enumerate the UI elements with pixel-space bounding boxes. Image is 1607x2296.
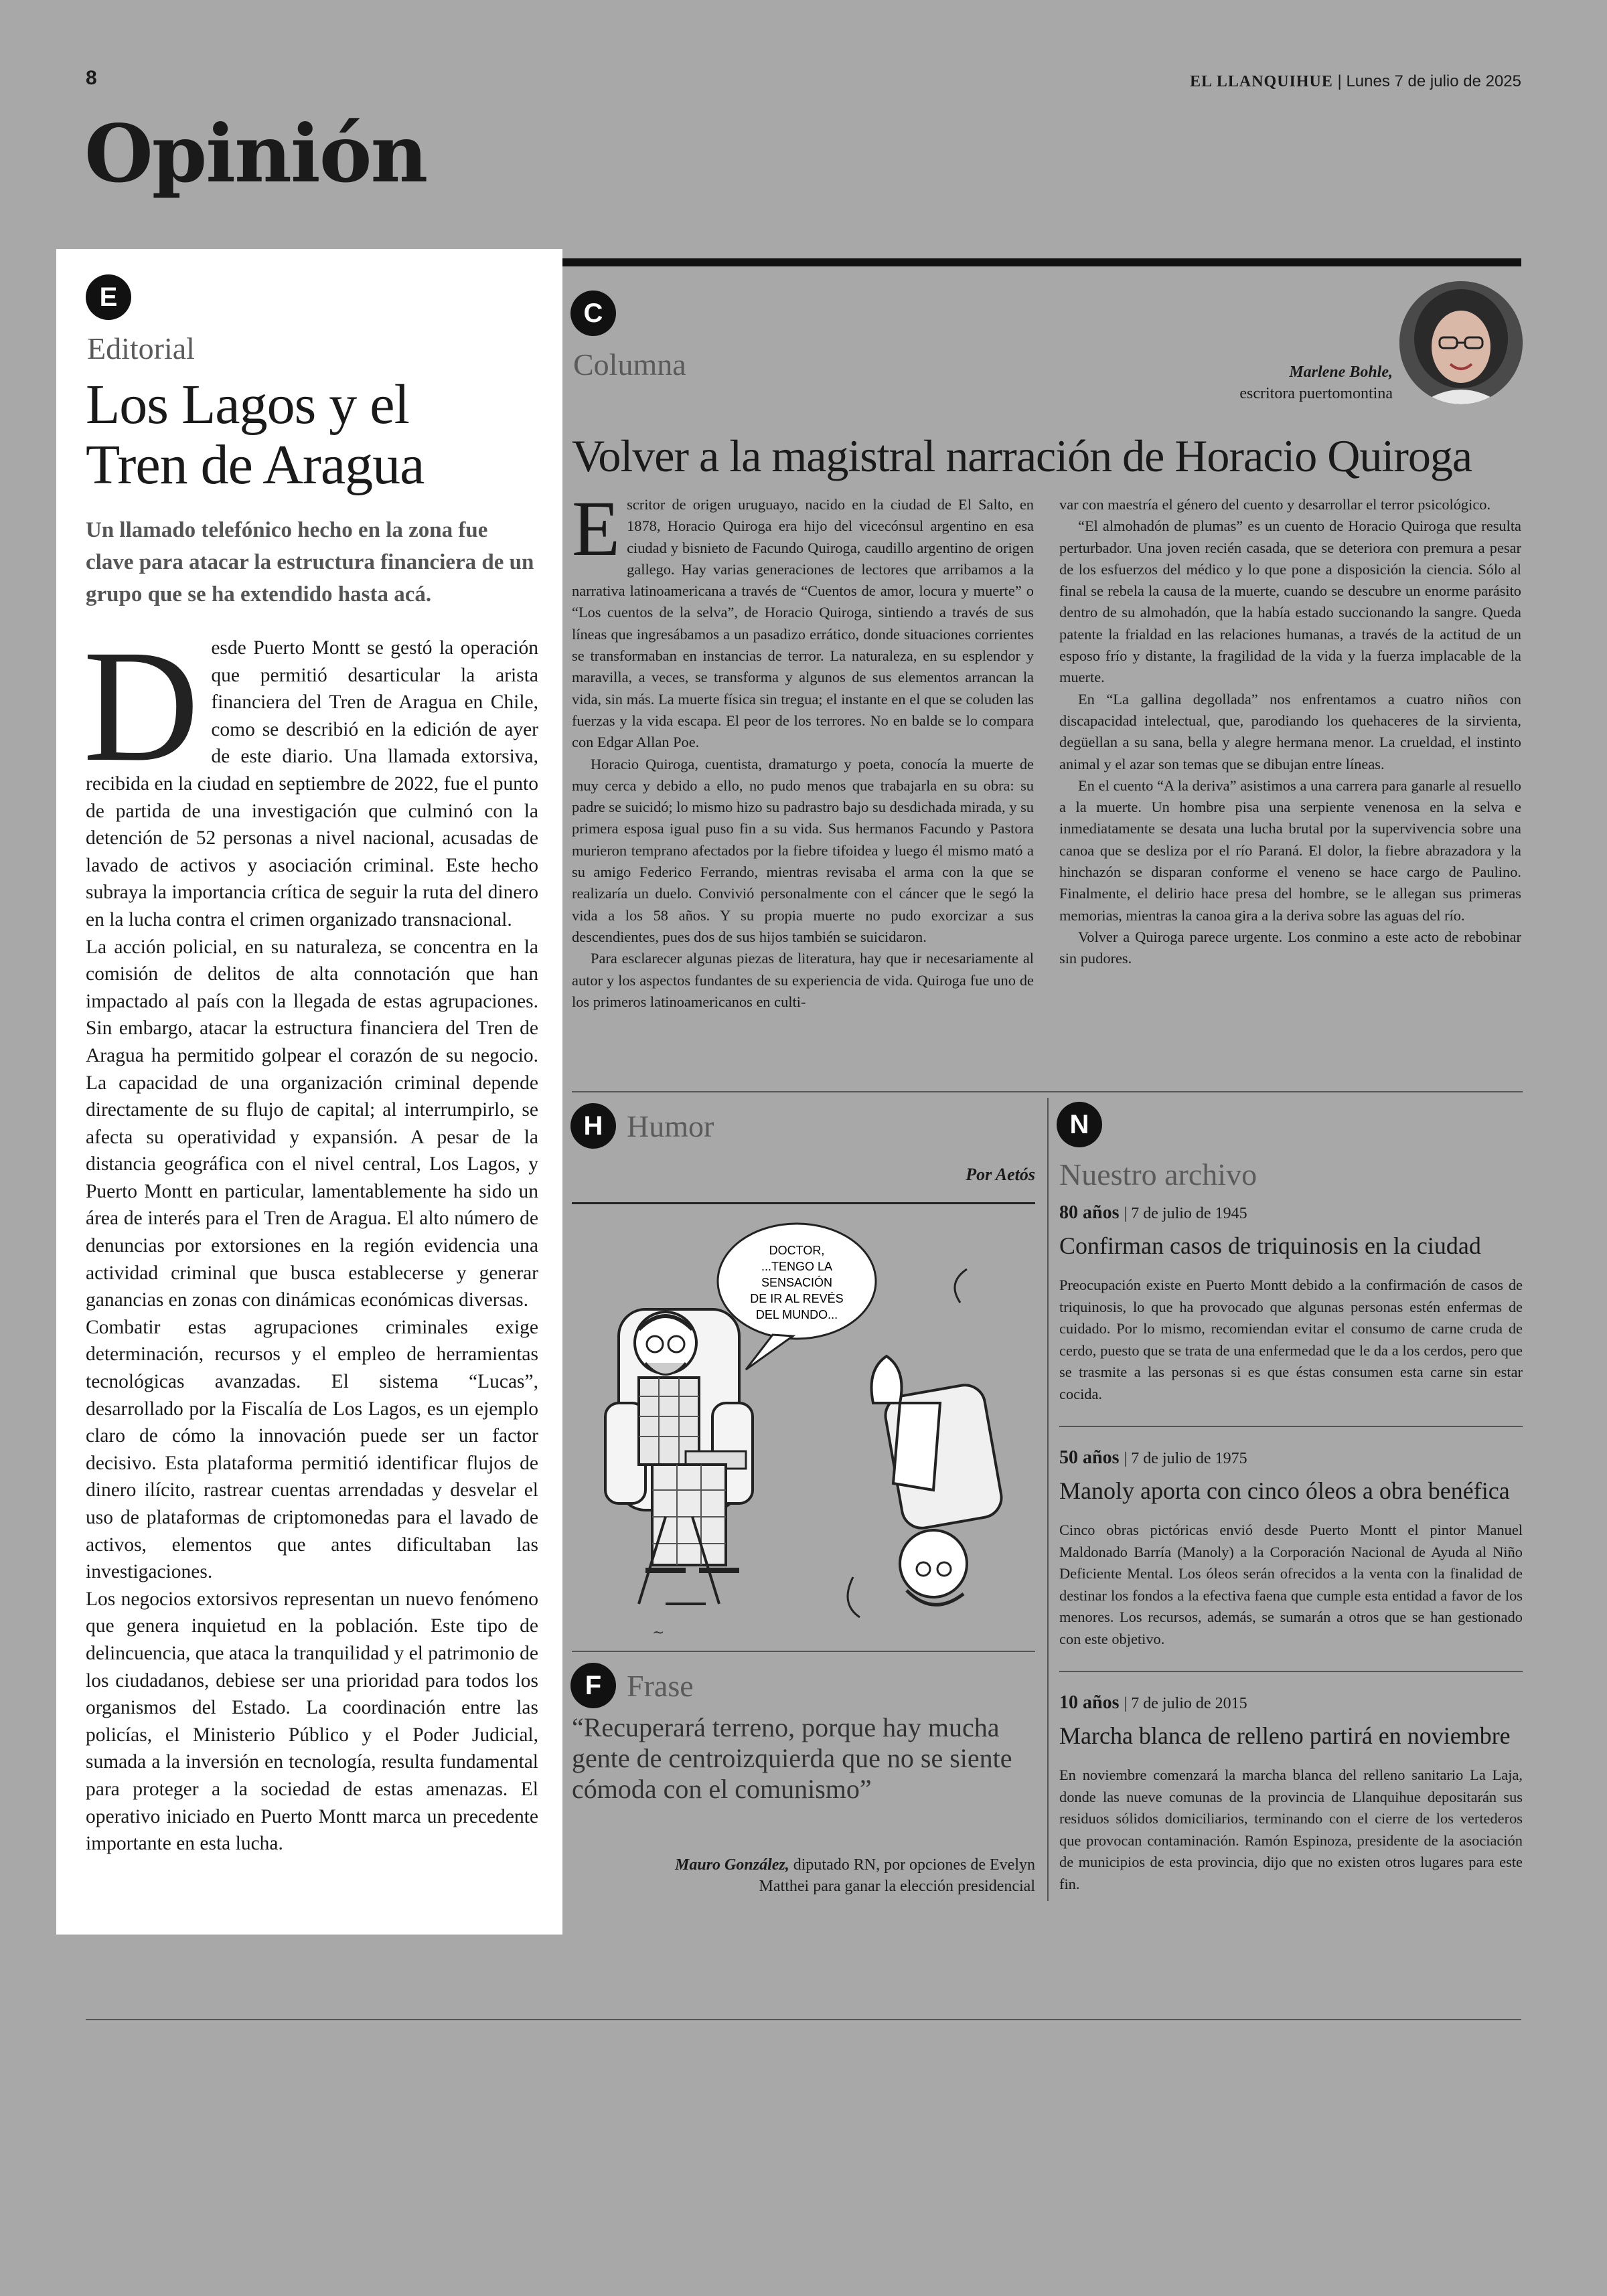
column-author: [1239, 361, 1393, 404]
column-paragraph: Horacio Quiroga, cuentista, dramaturgo y poeta, conocía la muerte de muy cerca y debido a ello, no pudo menos que trabajarla en su obra: su padre se suicidó; lo mismo hizo su padrastro bajo su desdichada mirada, y su primera esposa igual puso fin a su vida. Sus hermanos Facundo y Pastora murieron temprano afectados por la fiebre tifoidea y luego él mismo mató a su amigo Federico Ferrando, mientras revisaba el arma con la que se realizaría un duelo. Convivió personalmente con el cáncer que le segó la vida a los 58 años. Y su propia muerte no pudo exorcizar a sus descendientes, pues dos de sus hijos también se suicidaron.: [572, 755, 1034, 945]
column-text-col1: [572, 485, 1034, 1013]
column-paragraph: Para esclarecer algunas piezas de literatura, hay que ir necesariamente al autor y los aspectos fundantes de su experiencia de vida. Quiroga fue uno de los primeros latinoamericanos en culti-: [572, 950, 1034, 1010]
column-divider: [1047, 1098, 1049, 1901]
archivo-years-line: [1059, 1447, 1523, 1469]
masthead-date: | Lunes 7 de julio de 2025: [1337, 72, 1521, 90]
frase-author: Mauro González,: [675, 1856, 789, 1874]
column-author-name: Marlene Bohle,: [1289, 363, 1393, 381]
editorial-dropcap: D: [83, 617, 200, 795]
column-kicker: Columna: [573, 347, 686, 382]
archivo-rule: [1059, 1671, 1523, 1672]
archivo-title: Marcha blanca de relleno partirá en noviembre: [1059, 1722, 1511, 1749]
archivo-title: Confirman casos de triquinosis en la ciudad: [1059, 1232, 1481, 1259]
column-paragraph: En “La gallina degollada” nos enfrentamos a cuatro niños con discapacidad intelectual, que, parodiando los quehaceres de la sirvienta, degüellan a su sana, bella y alegre hermana menor. La crueldad, el instinto animal y el azar son temas que se dibujan entre líneas.: [1059, 690, 1521, 772]
archivo-title: Manoly aporta con cinco óleos a obra benéfica: [1059, 1477, 1510, 1504]
archivo-date: | 7 de julio de 1975: [1124, 1450, 1247, 1467]
frase-attr-rest: diputado RN, por opciones de Evelyn: [789, 1856, 1035, 1874]
column-bottom-rule: [572, 1091, 1523, 1092]
archivo-body: Preocupación existe en Puerto Montt debido a la confirmación de casos de triquinosis, lo que ha provocado que algunas personas estén enfermas de cuidado. Por lo mismo, recomiendan evitar el consumo de carne cruda de cerdo, puesto que se trata de una enfermedad que le da a los cerdos, pero que se trasmite a las personas si es que éstas consumen esta carne sin estar cocida.: [1059, 1277, 1523, 1402]
archivo-item: [1059, 1692, 1523, 1895]
editorial-paragraph: Los negocios extorsivos representan un nuevo fenómeno que genera inquietud en la población. Este tipo de delincuencia, que ataca la tranquilidad y el patrimonio de los ciudadanos, debiese ser una prioridad para todos los organismos del Estado. La coordinación entre las policías, el Ministerio Público y el Poder Judicial, sumada a la inversión en tecnología, resulta fundamental para proteger a la sociedad de estas amenazas. El operativo iniciado en Puerto Montt marca un precedente importante en esta lucha.: [86, 1588, 538, 1855]
archivo-date: | 7 de julio de 2015: [1124, 1695, 1247, 1712]
masthead: [1190, 72, 1521, 91]
humor-kicker: Humor: [627, 1109, 714, 1143]
bottom-rule: [86, 2019, 1521, 2020]
humor-header: [570, 1103, 714, 1149]
bubble-line: DEL MUNDO...: [755, 1308, 838, 1321]
frase-header: [570, 1663, 694, 1708]
frase-badge: F: [570, 1663, 616, 1708]
frase-attribution: [572, 1854, 1035, 1897]
column-dropcap: E: [572, 485, 621, 572]
archivo-item: [1059, 1202, 1523, 1405]
column-paragraph: En el cuento “A la deriva” asistimos a una carrera para ganarle al resuello a la muerte. Un hombre pisa una serpiente venenosa en la selva e inmediatamente se desata una lucha brutal por la supervivencia sobre una canoa que se desliza por el río Paraná. El dolor, la fiebre abrazadora y la hinchazón se disparan conforme el veneno se hace cargo de Paulino. Finalmente, el delirio hace presa del hombre, se le allegan sus primeras memorias, mientras la canoa gira a la deriva sobre las aguas del río.: [1059, 776, 1521, 924]
editorial-title-line1: Los Lagos y el: [86, 374, 409, 436]
column-paragraph: Volver a Quiroga parece urgente. Los conmino a este acto de rebobinar sin pudores.: [1059, 928, 1521, 967]
editorial-paragraph: La acción policial, en su naturaleza, se concentra en la comisión de delitos de alta connotación que han impactado al país con la llegada de estas agrupaciones. Sin embargo, atacar la estructura financiera del Tren de Aragua ha permitido golpear el corazón de su negocio. La capacidad de una organización criminal depende directamente de su flujo de capital; al interrumpirlo, se afecta su operatividad y expansión. A pesar de la distancia geográfica con el nivel central, Los Lagos, y Puerto Montt en particular, lamentablemente ha sido un área de interés para el Tren de Aragua. El alto número de denuncias por extorsiones en la región evidencia una actividad criminal que busca establecerse y generar ganancias en zonas con dinámicas económicas diversas.: [86, 936, 538, 1311]
frase-kicker: Frase: [627, 1668, 694, 1703]
column-author-role: escritora puertomontina: [1239, 385, 1393, 402]
editorial-p1-text: esde Puerto Montt se gestó la operación que permitió desarticular la arista financiera del Tren de Aragua en Chile, como se describió en la edición de ayer de este diario. Una llamada extorsiva, recibida en la ciudad en septiembre de 2022, fue el punto de partida de una investigación que culminó con la detención de 52 personas a nivel nacional, acusadas de lavado de activos y asociación criminal. Este hecho subraya la importancia crítica de seguir la ruta del dinero en la lucha contra el crimen organizado transnacional.: [86, 637, 538, 930]
column-a1-text: scritor de origen uruguayo, nacido en la ciudad de El Salto, en 1878, Horacio Quiroga era hijo del vicecónsul argentino en esa ciudad y bisnieto de Facundo Quiroga, caudillo argentino de origen gallego. Hay varias generaciones de lectores que arribamos a la narrativa latinoamericana a través de “Cuentos de amor, locura y muerte” o “Los cuentos de la selva”, de Horacio Quiroga, sintiendo a través de sus líneas que ingresábamos a un pasadizo errático, donde situaciones corrientes se transformaban en instancias de terror. La naturaleza, en su esplendor y maravilla, a veces, se transforma y algunos de sus elementos arrancan la vida, sin más. La muerte física sin tregua; el instante en el que se coluden las fuerzas y la vida escapa. El peor de los terrores. No en balde se lo compara con Edgar Allan Poe.: [572, 496, 1034, 751]
archivo-years: 10 años: [1059, 1692, 1120, 1713]
bubble-line: ...TENGO LA: [761, 1260, 833, 1273]
archivo-date: | 7 de julio de 1945: [1124, 1205, 1247, 1222]
archivo-item: [1059, 1447, 1523, 1650]
bubble-line: DE IR AL REVÉS: [750, 1292, 844, 1305]
page-number: 8: [86, 67, 97, 89]
archivo-body: Cinco obras pictóricas envió desde Puerto Montt el pintor Manuel Maldonado Barría (Manoly) a la Corporación Nacional de Ayuda al Niño Deficiente Mental. Los óleos serán ofrecidos a la venta con la finalidad de destinar los fondos a la efectiva faena que cumple esta entidad a favor de los menores. Los recursos, además, se sumarán a otros que se han gestionado con este objetivo.: [1059, 1522, 1523, 1647]
editorial-title-line2: Tren de Aragua: [86, 434, 425, 496]
archivo-years-line: [1059, 1202, 1523, 1224]
column-text-col2: [1059, 494, 1521, 970]
archivo-years: 50 años: [1059, 1447, 1120, 1468]
bubble-line: SENSACIÓN: [761, 1276, 833, 1289]
svg-text:~: ~: [652, 1625, 665, 1641]
editorial-paragraph: [83, 617, 538, 934]
archivo-years: 80 años: [1059, 1202, 1120, 1223]
editorial-title: [86, 375, 541, 495]
frase-attr-line2: Matthei para ganar la elección presidencial: [759, 1878, 1035, 1895]
archivo-badge: N: [1057, 1102, 1102, 1147]
bubble-line: DOCTOR,: [769, 1244, 825, 1257]
editorial-paragraph: Combatir estas agrupaciones criminales exige determinación, recursos y el empleo de herramientas tecnológicas avanzadas. El sistema “Lucas”, desarrollado por la Fiscalía de Los Lagos, es un ejemplo claro de cómo la innovación puede ser un factor decisivo. Esta plataforma permitió identificar flujos de dinero ilícito, rastrear cuentas arrendadas y desvelar el uso de plataformas de criptomonedas para el lavado de activos, elementos que antes dificultaban las investigaciones.: [86, 1316, 538, 1583]
author-avatar: [1399, 281, 1523, 404]
humor-byline: Por Aetós: [966, 1165, 1035, 1184]
archivo-kicker: Nuestro archivo: [1059, 1157, 1257, 1192]
column-title: Volver a la magistral narración de Horacio Quiroga: [572, 430, 1472, 481]
editorial-badge: E: [86, 274, 131, 320]
frase-rule: [572, 1651, 1035, 1652]
archivo-years-line: [1059, 1692, 1523, 1714]
frase-quote: “Recuperará terreno, porque hay mucha gente de centroizquierda que no se siente cómoda con el comunismo”: [572, 1712, 1012, 1804]
humor-cartoon: [572, 1202, 1035, 1657]
editorial-panel: [56, 249, 562, 1935]
column-paragraph: [572, 485, 1034, 754]
column-paragraph: “El almohadón de plumas” es un cuento de Horacio Quiroga que resulta perturbador. Una joven recién casada, que se deteriora con premura a pesar de los esfuerzos del médico y lo que pone a disposición la ciencia. Sólo al final se rebela la causa de la muerte, cuando se descubre un enorme parásito dentro de su almohadón, que la había estado succionando la sangre. Queda patente la frialdad en las relaciones humanas, a través de la actitud de un esposo frío y distante, la fragilidad de la vida y la fuerza implacable de la muerte.: [1059, 517, 1521, 686]
column-badge: C: [570, 291, 616, 336]
humor-badge: H: [570, 1103, 616, 1149]
archivo-body: En noviembre comenzará la marcha blanca del relleno sanitario La Laja, donde las nueve comunas de la provincia de Llanquihue depositarán sus residuos sólidos domiciliarios, terminando con el cierre de los vertederos que provocan contaminación. Ramón Espinoza, presidente de la asociación de municipios de esta provincia, dijo que no existen otros lugares para este fin.: [1059, 1767, 1523, 1892]
archivo-rule: [1059, 1426, 1523, 1427]
section-title: Opinión: [84, 107, 427, 200]
editorial-body: [83, 617, 538, 1858]
editorial-lead: Un llamado telefónico hecho en la zona fue clave para atacar la estructura financiera de un grupo que se ha extendido hasta acá.: [86, 518, 534, 606]
column-paragraph: var con maestría el género del cuento y desarrollar el terror psicológico.: [1059, 496, 1491, 513]
masthead-paper: EL LLANQUIHUE: [1190, 73, 1333, 90]
editorial-kicker: Editorial: [87, 331, 195, 365]
